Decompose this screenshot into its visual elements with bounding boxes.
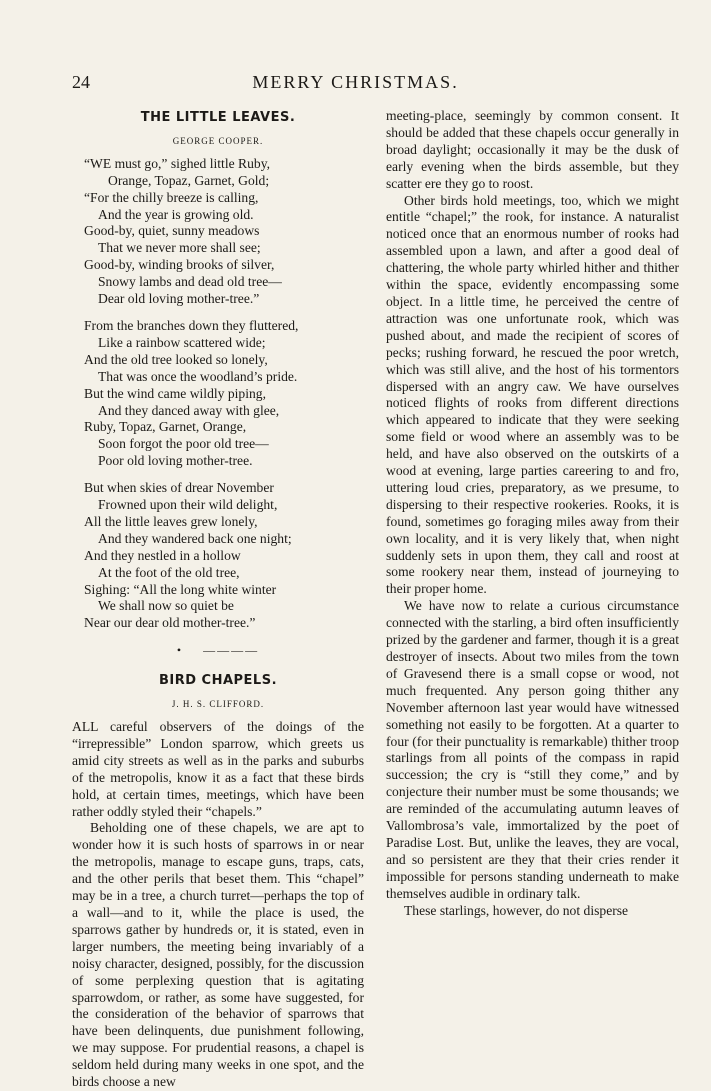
poem-line: Good-by, winding brooks of silver, (84, 257, 275, 273)
article-paragraph: These starlings, however, do not disperse (404, 902, 629, 918)
poem-stanza-1 (84, 156, 364, 308)
poem-line: And they wandered back one night; (98, 530, 292, 546)
article-title: BIRD CHAPELS. (158, 673, 278, 689)
poem-line: And the year is growing old. (98, 206, 254, 222)
section-divider: • ———— (176, 643, 260, 658)
poem-line: Snowy lambs and dead old tree— (98, 274, 282, 290)
poem-line: And they nestled in a hollow (84, 547, 241, 563)
poem-line: Good-by, quiet, sunny meadows (84, 223, 260, 239)
poem-line: Ruby, Topaz, Garnet, Orange, (84, 419, 247, 435)
poem-stanza-3 (84, 480, 364, 632)
article-paragraph: ALL careful observers of the doings of the “irrepressible” London sparrow, which greets us amid city streets as well as in the parks and suburbs of the metropolis, know it as a fact that these birds hold, at certain times, meetings, which have been rather oddly styled their “chapels.” (72, 719, 364, 819)
article-paragraph: We have now to relate a curious circumstance connected with the starling, a bird often insufficiently prized by the gardener and farmer, though it is a great destroyer of insects. About two miles from the town of Gravesend there is a small copse or wood, not much frequented. Any person going thither any November afternoon last year would have witnessed something not easily to be forgotten. At a quarter to four (for their punctuality is remarkable) thither troop starlings from all points of the compass in rapid succession; the cry is “still they come,” and by conjecture their number must be some thousands; we are reminded of the accumulating autumn leaves of Vallombrosa’s vale, immortalized by the poet of Paradise Lost. But, unlike the leaves, they are vocal, and so persistent are they that their cries render it impossible for persons standing underneath to make themselves audible in ordinary talk. (386, 598, 679, 901)
poem-line: And they danced away with glee, (98, 402, 280, 418)
poem-line: Near our dear old mother-tree.” (84, 615, 256, 631)
poem-title: THE LITTLE LEAVES. (140, 110, 296, 125)
poem-line: Soon forgot the poor old tree— (98, 436, 269, 452)
poem-line: From the branches down they fluttered, (84, 317, 299, 333)
poem-line: “WE must go,” sighed little Ruby, (84, 155, 271, 171)
poem-line: Poor old loving mother-tree. (98, 453, 253, 469)
page-number: 24 (72, 72, 90, 92)
poem-line: Like a rainbow scattered wide; (98, 334, 266, 350)
running-title: MERRY CHRISTMAS. (252, 72, 459, 92)
poem-line: Frowned upon their wild delight, (98, 497, 278, 513)
article-author: J. H. S. CLIFFORD. (171, 699, 265, 710)
poem-line: Orange, Topaz, Garnet, Gold; (108, 172, 270, 188)
poem-line: “For the chilly breeze is calling, (84, 189, 259, 205)
right-column (386, 108, 679, 920)
poem-line: That we never more shall see; (98, 240, 261, 256)
poem-line: At the foot of the old tree, (98, 564, 240, 580)
poem-line: That was once the woodland’s pride. (98, 368, 298, 384)
poem-body (72, 156, 364, 632)
poem-line: But the wind came wildly piping, (84, 385, 266, 401)
article-paragraph: Beholding one of these chapels, we are apt to wonder how it is such hosts of sparrows in or near the metropolis, manage to escape guns, traps, cats, and the other perils that beset them. This “chapel” may be in a tree, a church turret—perhaps the top of a wall—and to it, while the place is used, the sparrows gather by hundreds or, it is stated, even in larger numbers, the meeting being invariably of a noisy character, designed, possibly, for the discussion of some perplexing question that is agitating sparrowdom, or rather, as some have suggested, for the consideration of the behavior of sparrows that have been delinquents, due punishment following, we may suppose. For prudential reasons, a chapel is seldom held during many weeks in one spot, and the birds choose a new (72, 820, 364, 1090)
poem-line: We shall now so quiet be (98, 598, 234, 614)
article-paragraph: Other birds hold meetings, too, which we might entitle “chapel;” the rook, for instance. A naturalist noticed once that an enormous number of rooks had assembled upon a lawn, and after a good deal of chattering, the whole party whirled hither and thither within the space, evidently encompassing some object. In a little time, he perceived the centre of attraction was one unfortunate rook, which was pushed about, and made the recipient of scores of pecks; rushing forward, he rescued the poor wretch, which was still alive, and the host of his tormentors dispersed with an angry caw. We have ourselves noticed flights of rooks from different directions which appeared to indicate that they were seeking some field or wood where an assembly was to be held, and have also observed on the outskirts of a wood at evening, large parties careering to and fro, uttering loud cries, preparatory, as we presume, to dispersing to their respective rookeries. Rooks, it is found, sometimes go foraging miles away from their own locality, and it is very likely that, when night suddenly sets in upon them, they call and roost at some rookery near them, instead of journeying to their proper home. (386, 192, 679, 597)
poem-stanza-2 (84, 318, 364, 470)
poem-line: All the little leaves grew lonely, (84, 513, 258, 529)
poem-line: And the old tree looked so lonely, (84, 351, 268, 367)
article-paragraph: meeting-place, seemingly by common consent. It should be added that these chapels occur generally in broad daylight; occasionally it may be the dusk of early evening when the birds assemble, but they scatter ere they go to roost. (386, 108, 679, 191)
poem-author: GEORGE COOPER. (172, 135, 264, 146)
left-column (72, 108, 364, 1091)
poem-line: Dear old loving mother-tree.” (98, 291, 260, 307)
poem-line: But when skies of drear November (84, 480, 274, 496)
poem-line: Sighing: “All the long white winter (84, 581, 277, 597)
